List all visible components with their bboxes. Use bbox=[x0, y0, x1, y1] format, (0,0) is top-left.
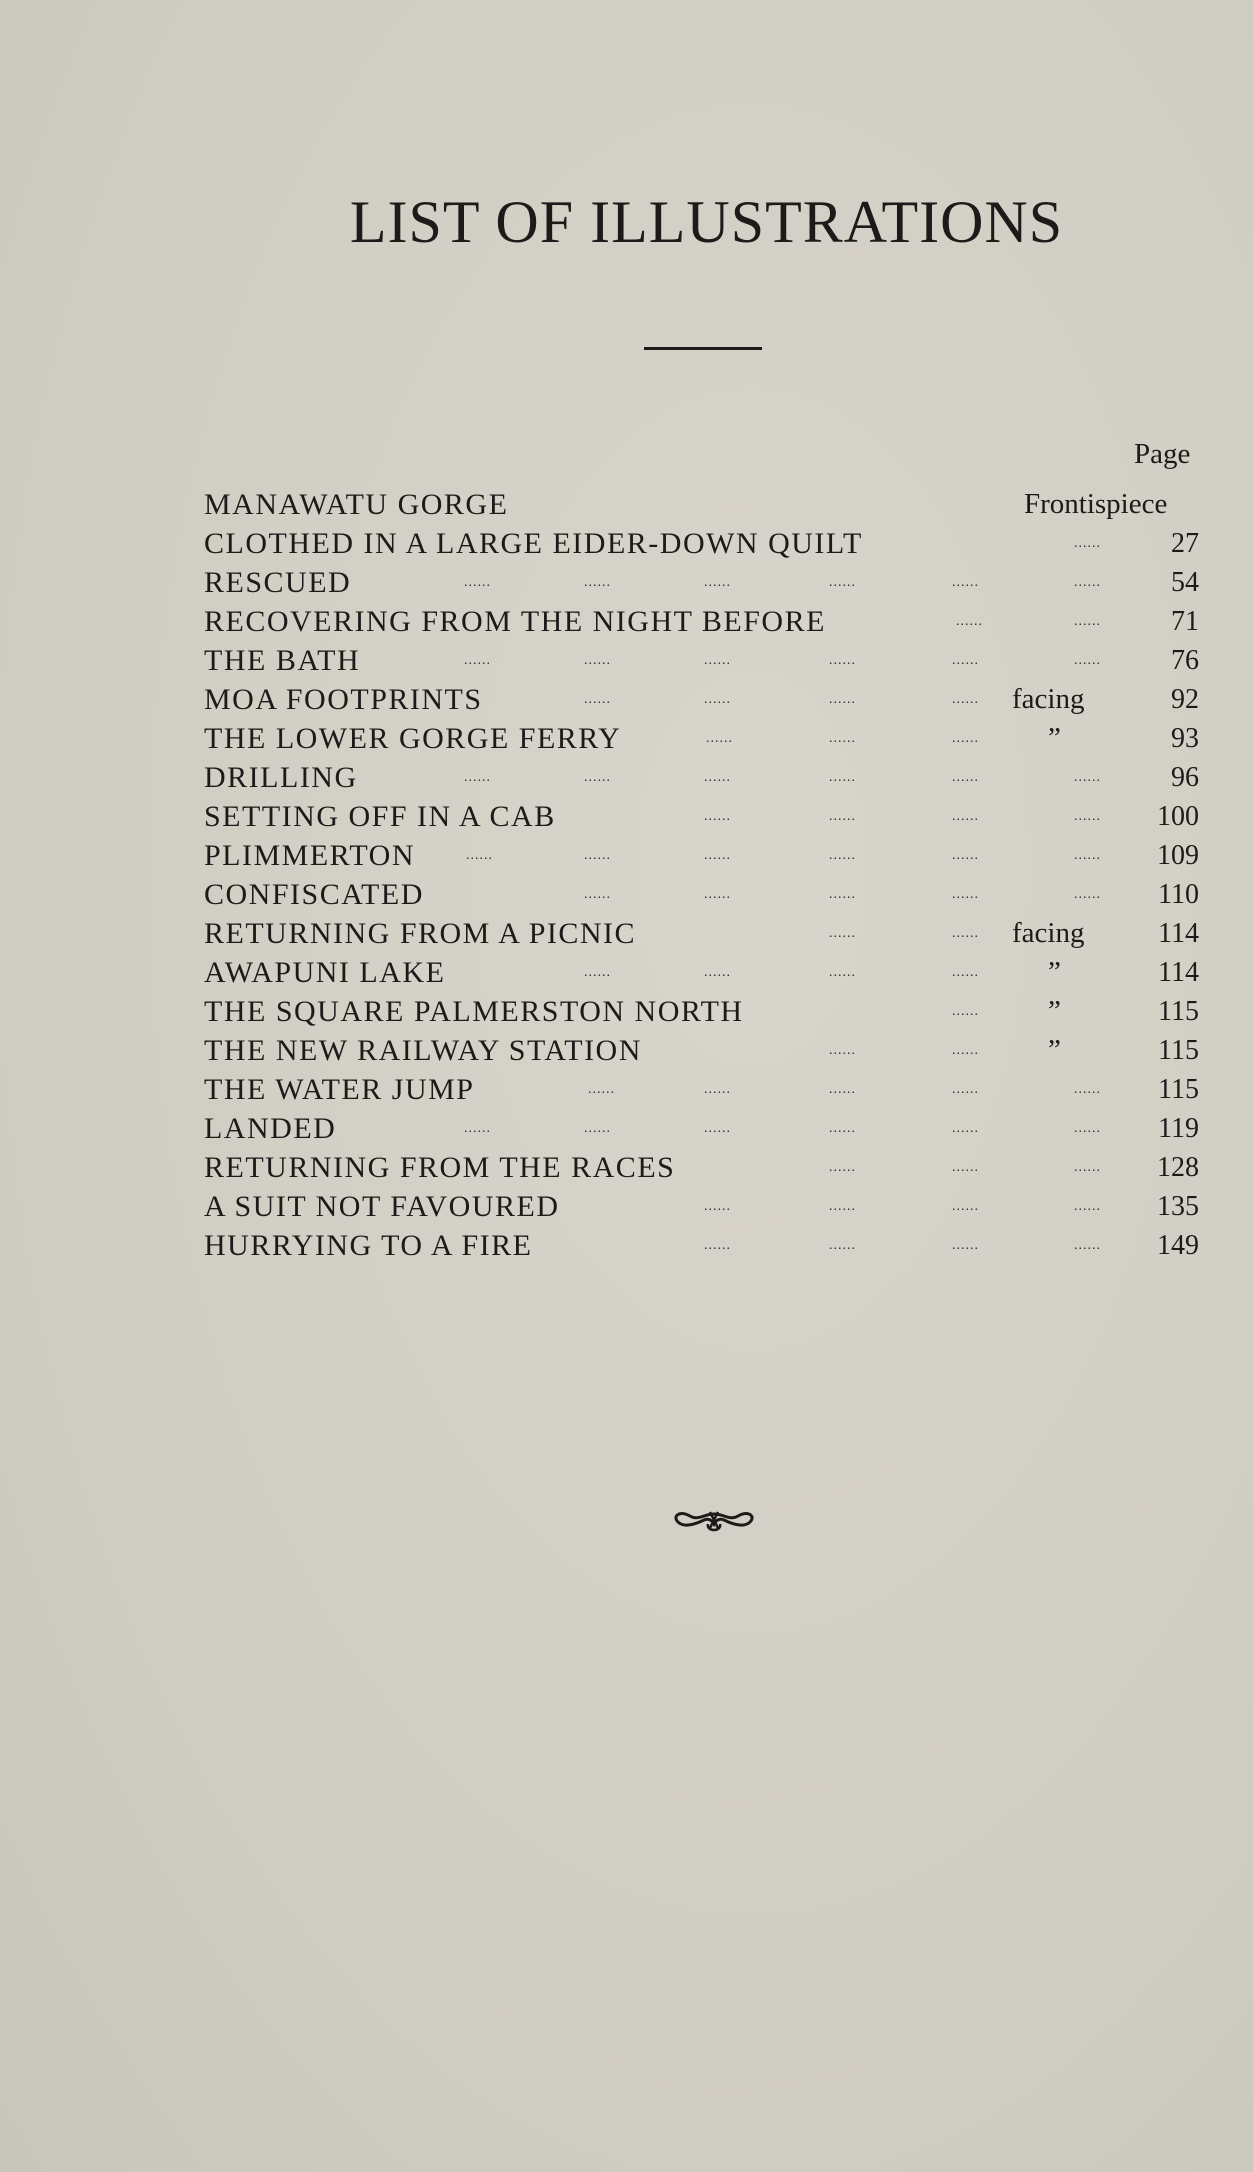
list-item bbox=[204, 1109, 1209, 1148]
dot-leader: ...... bbox=[952, 1121, 979, 1136]
entry-title: SETTING OFF IN A CAB bbox=[204, 800, 556, 833]
dot-leader: ...... bbox=[464, 575, 491, 590]
dot-leader: ...... bbox=[1074, 1199, 1101, 1214]
entry-title: A SUIT NOT FAVOURED bbox=[204, 1190, 560, 1223]
dot-leader: ...... bbox=[1074, 887, 1101, 902]
entry-title: RETURNING FROM A PICNIC bbox=[204, 917, 637, 950]
entry-title: CONFISCATED bbox=[204, 878, 424, 911]
dot-leader: ...... bbox=[829, 1160, 856, 1175]
dot-leader: ...... bbox=[706, 731, 733, 746]
entry-title: MANAWATU GORGE bbox=[204, 488, 509, 521]
dot-leader: ...... bbox=[952, 848, 979, 863]
entry-page: 115 bbox=[1158, 996, 1199, 1027]
dot-leader: ...... bbox=[956, 614, 983, 629]
entry-title: THE LOWER GORGE FERRY bbox=[204, 722, 622, 755]
dot-leader: ...... bbox=[952, 1082, 979, 1097]
dot-leader: ...... bbox=[584, 887, 611, 902]
dot-leader: ...... bbox=[584, 575, 611, 590]
dot-leader: ...... bbox=[704, 809, 731, 824]
entry-page: 119 bbox=[1158, 1113, 1199, 1144]
entry-title: THE NEW RAILWAY STATION bbox=[204, 1034, 642, 1067]
list-item bbox=[204, 797, 1209, 836]
dot-leader: ...... bbox=[704, 1082, 731, 1097]
ditto-mark: ” bbox=[1048, 1034, 1061, 1066]
entry-page: 110 bbox=[1158, 879, 1199, 910]
dot-leader: ...... bbox=[1074, 536, 1101, 551]
entry-title: DRILLING bbox=[204, 761, 358, 794]
dot-leader: ...... bbox=[829, 692, 856, 707]
dot-leader: ...... bbox=[704, 770, 731, 785]
entry-title: AWAPUNI LAKE bbox=[204, 956, 446, 989]
ditto-mark: ” bbox=[1048, 995, 1061, 1027]
dot-leader: ...... bbox=[1074, 848, 1101, 863]
dot-leader: ...... bbox=[952, 731, 979, 746]
dot-leader: ...... bbox=[464, 653, 491, 668]
dot-leader: ...... bbox=[952, 692, 979, 707]
list-item bbox=[204, 1031, 1209, 1070]
dot-leader: ...... bbox=[829, 731, 856, 746]
entry-page: 100 bbox=[1157, 801, 1199, 832]
entry-page: 115 bbox=[1158, 1074, 1199, 1105]
entry-page: 114 bbox=[1158, 918, 1199, 949]
list-item bbox=[204, 1187, 1209, 1226]
entry-page: 54 bbox=[1171, 567, 1199, 598]
entry-page: 93 bbox=[1171, 723, 1199, 754]
dot-leader: ...... bbox=[704, 1199, 731, 1214]
entry-page: 135 bbox=[1157, 1191, 1199, 1222]
dot-leader: ...... bbox=[952, 965, 979, 980]
list-item bbox=[204, 1070, 1209, 1109]
dot-leader: ...... bbox=[952, 1160, 979, 1175]
dot-leader: ...... bbox=[1074, 770, 1101, 785]
dot-leader: ...... bbox=[584, 653, 611, 668]
entry-page: 76 bbox=[1171, 645, 1199, 676]
entry-title: THE BATH bbox=[204, 644, 361, 677]
entry-page: 114 bbox=[1158, 957, 1199, 988]
ditto-mark: ” bbox=[1048, 722, 1061, 754]
entry-title: CLOTHED IN A LARGE EIDER-DOWN QUILT bbox=[204, 527, 863, 560]
list-item bbox=[204, 1148, 1209, 1187]
dot-leader: ...... bbox=[584, 692, 611, 707]
dot-leader: ...... bbox=[584, 965, 611, 980]
list-item bbox=[204, 602, 1209, 641]
dot-leader: ...... bbox=[952, 1238, 979, 1253]
dot-leader: ...... bbox=[829, 653, 856, 668]
dot-leader: ...... bbox=[704, 887, 731, 902]
entry-page: 27 bbox=[1171, 528, 1199, 559]
entry-page: 149 bbox=[1157, 1230, 1199, 1261]
dot-leader: ...... bbox=[1074, 809, 1101, 824]
dot-leader: ...... bbox=[952, 1043, 979, 1058]
title-rule bbox=[644, 347, 762, 350]
dot-leader: ...... bbox=[704, 1121, 731, 1136]
dot-leader: ...... bbox=[1074, 614, 1101, 629]
dot-leader: ...... bbox=[1074, 653, 1101, 668]
entry-page: 109 bbox=[1157, 840, 1199, 871]
dot-leader: ...... bbox=[466, 848, 493, 863]
list-item bbox=[204, 485, 1209, 524]
dot-leader: ...... bbox=[704, 1238, 731, 1253]
dot-leader: ...... bbox=[952, 1199, 979, 1214]
dot-leader: ...... bbox=[584, 1121, 611, 1136]
list-item bbox=[204, 563, 1209, 602]
dot-leader: ...... bbox=[584, 848, 611, 863]
entry-note: facing bbox=[1012, 917, 1085, 949]
entry-page: 71 bbox=[1171, 606, 1199, 637]
entry-page: 96 bbox=[1171, 762, 1199, 793]
list-item bbox=[204, 953, 1209, 992]
dot-leader: ...... bbox=[829, 965, 856, 980]
dot-leader: ...... bbox=[952, 887, 979, 902]
entry-page: 115 bbox=[1158, 1035, 1199, 1066]
entry-page: 128 bbox=[1157, 1152, 1199, 1183]
dot-leader: ...... bbox=[704, 848, 731, 863]
entry-title: HURRYING TO A FIRE bbox=[204, 1229, 533, 1262]
list-item bbox=[204, 1226, 1209, 1265]
entry-title: RETURNING FROM THE RACES bbox=[204, 1151, 676, 1184]
dot-leader: ...... bbox=[829, 1199, 856, 1214]
dot-leader: ...... bbox=[704, 575, 731, 590]
dot-leader: ...... bbox=[829, 770, 856, 785]
illustrations-list bbox=[204, 485, 1209, 1265]
dot-leader: ...... bbox=[704, 653, 731, 668]
dot-leader: ...... bbox=[829, 926, 856, 941]
entry-note: Frontispiece bbox=[1024, 488, 1168, 520]
dot-leader: ...... bbox=[584, 770, 611, 785]
list-item bbox=[204, 992, 1209, 1031]
list-item bbox=[204, 641, 1209, 680]
ornament-icon bbox=[668, 1502, 760, 1542]
list-item bbox=[204, 719, 1209, 758]
list-item bbox=[204, 680, 1209, 719]
dot-leader: ...... bbox=[829, 575, 856, 590]
list-item bbox=[204, 875, 1209, 914]
list-item bbox=[204, 836, 1209, 875]
list-item bbox=[204, 914, 1209, 953]
dot-leader: ...... bbox=[1074, 1238, 1101, 1253]
dot-leader: ...... bbox=[1074, 575, 1101, 590]
dot-leader: ...... bbox=[829, 1238, 856, 1253]
dot-leader: ...... bbox=[952, 770, 979, 785]
dot-leader: ...... bbox=[829, 809, 856, 824]
entry-title: RESCUED bbox=[204, 566, 352, 599]
dot-leader: ...... bbox=[704, 965, 731, 980]
dot-leader: ...... bbox=[704, 692, 731, 707]
entry-title: PLIMMERTON bbox=[204, 839, 415, 872]
list-item bbox=[204, 758, 1209, 797]
entry-note: facing bbox=[1012, 683, 1085, 715]
dot-leader: ...... bbox=[952, 926, 979, 941]
dot-leader: ...... bbox=[952, 809, 979, 824]
ditto-mark: ” bbox=[1048, 956, 1061, 988]
dot-leader: ...... bbox=[829, 887, 856, 902]
dot-leader: ...... bbox=[1074, 1121, 1101, 1136]
dot-leader: ...... bbox=[588, 1082, 615, 1097]
dot-leader: ...... bbox=[464, 1121, 491, 1136]
list-item bbox=[204, 524, 1209, 563]
dot-leader: ...... bbox=[952, 653, 979, 668]
entry-title: MOA FOOTPRINTS bbox=[204, 683, 483, 716]
dot-leader: ...... bbox=[1074, 1082, 1101, 1097]
entry-title: THE WATER JUMP bbox=[204, 1073, 475, 1106]
page-title: LIST OF ILLUSTRATIONS bbox=[349, 189, 1064, 255]
entry-page: 92 bbox=[1171, 684, 1199, 715]
entry-title: THE SQUARE PALMERSTON NORTH bbox=[204, 995, 744, 1028]
dot-leader: ...... bbox=[829, 1043, 856, 1058]
entry-title: LANDED bbox=[204, 1112, 337, 1145]
dot-leader: ...... bbox=[1074, 1160, 1101, 1175]
dot-leader: ...... bbox=[829, 1082, 856, 1097]
dot-leader: ...... bbox=[829, 848, 856, 863]
dot-leader: ...... bbox=[952, 575, 979, 590]
page-column-header: Page bbox=[1134, 438, 1191, 470]
dot-leader: ...... bbox=[829, 1121, 856, 1136]
entry-title: RECOVERING FROM THE NIGHT BEFORE bbox=[204, 605, 826, 638]
dot-leader: ...... bbox=[952, 1004, 979, 1019]
dot-leader: ...... bbox=[464, 770, 491, 785]
